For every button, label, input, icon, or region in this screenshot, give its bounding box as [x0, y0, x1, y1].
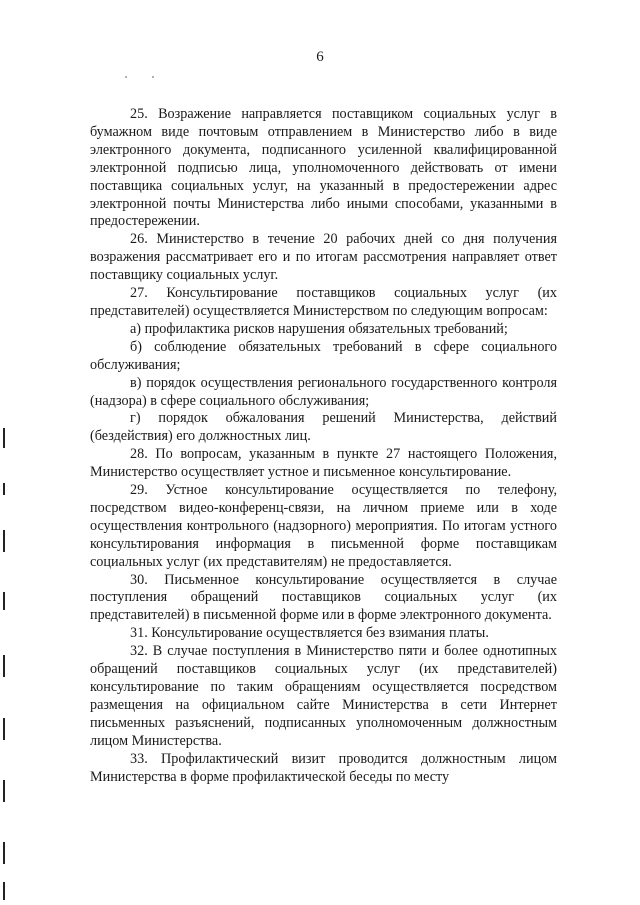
paragraph-31: 31. Консультирование осуществляется без взимания платы.	[130, 625, 489, 642]
binding-mark	[3, 780, 5, 802]
paragraph-29: 29. Устное консультирование осуществляется по телефону, посредством видео-конференц-связи, на личном приеме или в ходе осуществления контрольного (надзорного) мероприятия. По итогам устного консультирования информация в письменной форме поставщикам социальных услуг (их представителям) не предоставляется.	[90, 482, 557, 570]
list-item-g: г) порядок обжалования решений Министерства, действий (бездействия) его должностных лиц.	[90, 410, 557, 445]
page-number: 6	[316, 49, 324, 65]
paragraph-33: 33. Профилактический визит проводится должностным лицом Министерства в форме профилактической беседы по месту	[90, 750, 557, 785]
binding-mark	[3, 428, 5, 448]
paragraph-32: 32. В случае поступления в Министерство пяти и более однотипных обращений поставщиков социальных услуг (их представителей) консультирование по таким обращениям осуществляется посредством размещения на официальном сайте Министерства в сети Интернет письменных разъяснений, подписанных уполномоченным должностным лицом Министерства.	[90, 643, 557, 749]
scan-speck	[152, 76, 154, 78]
binding-mark	[3, 483, 5, 495]
binding-mark	[3, 842, 5, 864]
binding-mark	[3, 655, 5, 677]
list-item-a: а) профилактика рисков нарушения обязательных требований;	[130, 320, 508, 337]
binding-mark	[3, 530, 5, 552]
binding-mark	[3, 882, 5, 900]
list-item-v: в) порядок осуществления регионального государственного контроля (надзора) в сфере социального обслуживания;	[90, 374, 557, 409]
paragraph-25: 25. Возражение направляется поставщиком социальных услуг в бумажном виде почтовым отправлением в Министерство либо в виде электронного документа, подписанного усиленной квалифицированной электронной подписью лица, уполномоченного действовать от имени поставщика социальных услуг, на указанный в предостережении адрес электронной почты Министерства либо иными способами, указанными в предостережении.	[90, 106, 557, 230]
document-body	[90, 106, 557, 786]
binding-mark	[3, 592, 5, 610]
paragraph-27: 27. Консультирование поставщиков социальных услуг (их представителей) осуществляется Министерством по следующим вопросам:	[90, 285, 557, 319]
paragraph-30: 30. Письменное консультирование осуществляется в случае поступления обращений поставщиков социальных услуг (их представителей) в письменной форме или в форме электронного документа.	[90, 571, 557, 624]
scan-speck	[125, 76, 127, 78]
list-item-b: б) соблюдение обязательных требований в сфере социального обслуживания;	[90, 338, 557, 373]
paragraph-28: 28. По вопросам, указанным в пункте 27 настоящего Положения, Министерство осуществляет устное и письменное консультирование.	[90, 446, 557, 481]
binding-mark	[3, 718, 5, 740]
paragraph-26: 26. Министерство в течение 20 рабочих дней со дня получения возражения рассматривает его и по итогам рассмотрения направляет ответ поставщику социальных услуг.	[90, 231, 557, 284]
